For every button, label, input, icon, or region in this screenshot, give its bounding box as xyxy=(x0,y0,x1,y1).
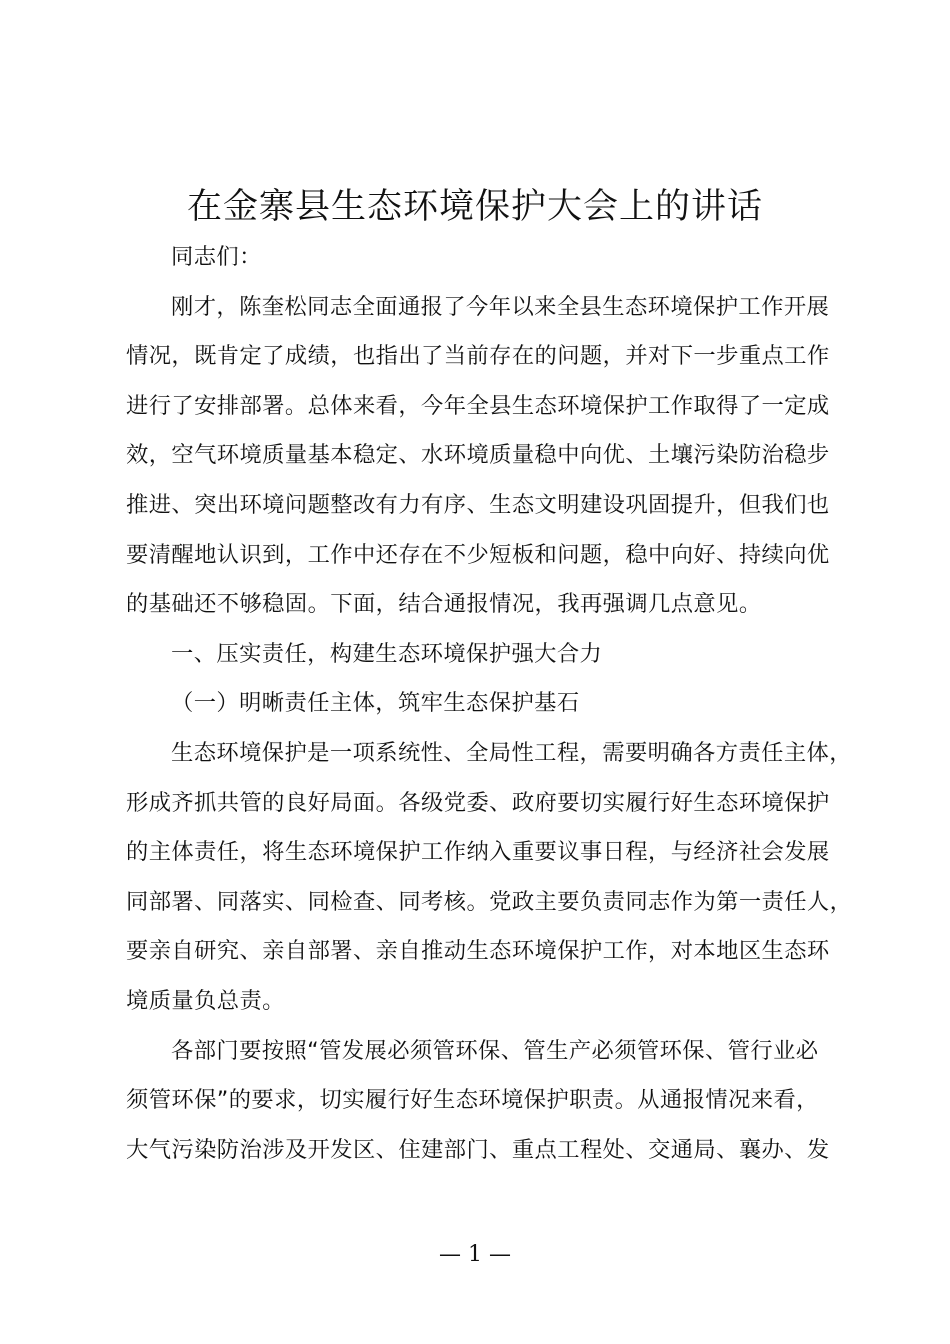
subsection-heading xyxy=(126,679,852,729)
text-line: 同部署、同落实、同检查、同考核。党政主要负责同志作为第一责任人， xyxy=(126,888,853,915)
text-line: 一、压实责任，构建生态环境保护强大合力 xyxy=(171,640,603,667)
text-line: 推进、突出环境问题整改有力有序、生态文明建设巩固提升，但我们也 xyxy=(126,491,830,518)
paragraph-departments xyxy=(126,1027,852,1176)
paragraph-responsibility xyxy=(126,729,852,1027)
salutation: 同志们： xyxy=(171,244,262,270)
page-number: — 1 — xyxy=(439,1242,511,1267)
text-line: 各部门要按照“管发展必须管环保、管生产必须管环保、管行业必 xyxy=(171,1037,819,1064)
text-line: 形成齐抓共管的良好局面。各级党委、政府要切实履行好生态环境保护 xyxy=(126,789,830,816)
paragraph-intro xyxy=(126,283,852,630)
text-line: 刚才，陈奎松同志全面通报了今年以来全县生态环境保护工作开展 xyxy=(171,293,830,320)
text-line: 大气污染防治涉及开发区、住建部门、重点工程处、交通局、襄办、发 xyxy=(126,1136,830,1163)
text-line: 效，空气环境质量基本稳定、水环境质量稳中向优、土壤污染防治稳步 xyxy=(126,442,830,469)
text-line: 情况，既肯定了成绩，也指出了当前存在的问题，并对下一步重点工作 xyxy=(126,343,830,370)
text-line: 生态环境保护是一项系统性、全局性工程，需要明确各方责任主体， xyxy=(171,739,852,766)
text-line: 要亲自研究、亲自部署、亲自推动生态环境保护工作，对本地区生态环 xyxy=(126,938,830,965)
document-body xyxy=(126,233,852,1175)
text-line: 须管环保”的要求，切实履行好生态环境保护职责。从通报情况来看， xyxy=(126,1087,819,1114)
text-line: 要清醒地认识到，工作中还存在不少短板和问题，稳中向好、持续向优 xyxy=(126,541,830,568)
text-line: （一）明晰责任主体，筑牢生态保护基石 xyxy=(171,690,580,717)
document-title: 在金寨县生态环境保护大会上的讲话 xyxy=(186,187,763,227)
text-line: 的基础还不够稳固。下面，结合通报情况，我再强调几点意见。 xyxy=(126,591,762,618)
text-line: 境质量负总责。 xyxy=(126,987,285,1014)
text-line: 进行了安排部署。总体来看，今年全县生态环境保护工作取得了一定成 xyxy=(126,392,830,419)
section-heading xyxy=(126,630,852,680)
text-line: 的主体责任，将生态环境保护工作纳入重要议事日程，与经济社会发展 xyxy=(126,839,830,866)
